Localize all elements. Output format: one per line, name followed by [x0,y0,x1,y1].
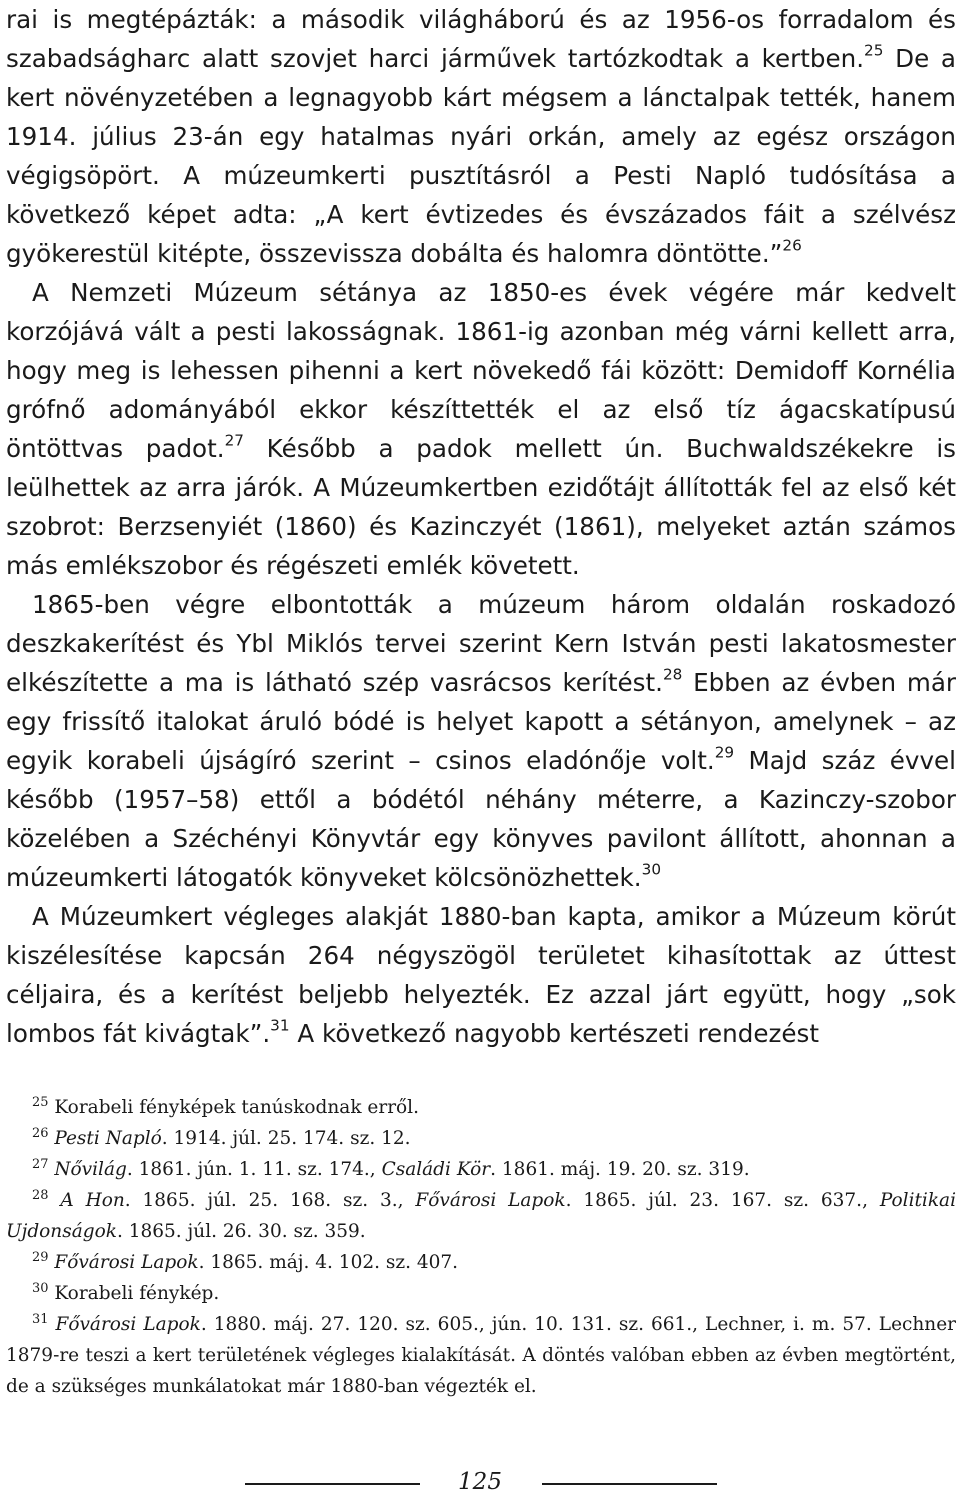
footnote-27 [6,1154,956,1185]
italic-title: Fővárosi Lapok [54,1252,199,1273]
footnotes [6,1092,956,1402]
text-run: A Múzeumkert végleges alakját 1880-ban kapta, amikor a Múzeum körút kiszélesítése kapcsán 264 négyszögöl területet kihasítottak az úttest céljaira, és a kerítést beljebb helyezték. Ez azzal járt együtt, hogy „sok lombos fát kivágtak”. [6,902,956,1048]
paragraph-3 [6,585,956,897]
paragraph-2 [6,273,956,585]
italic-title: A Hon [60,1190,125,1211]
text-run: Majd száz évvel később (1957–58) ettől a bódétól néhány méterre, a Kazinczy-szobor közelében a Széchényi Könyvtár egy könyves pavilont állított, ahonnan a múzeumkerti látogatók könyveket kölcsönözhettek. [6,746,956,892]
text-run: . 1865. máj. 4. 102. sz. 407. [198,1252,459,1273]
footnote-31 [6,1309,956,1402]
italic-title: Családi Kör [381,1159,491,1180]
footnote-30 [6,1278,956,1309]
footnote-28 [6,1185,956,1247]
footnote-ref: 27 [224,431,244,450]
footnote-ref: 30 [641,860,662,879]
text-run: . 1861. máj. 19. 20. sz. 319. [490,1159,750,1180]
paragraph-4 [6,897,956,1053]
text-run: Korabeli fénykép. [54,1283,220,1304]
text-run: Korabeli fényképek tanúskodnak erről. [54,1097,419,1118]
footnote-ref: 28 [662,665,683,684]
text-run: Később a padok mellett ún. Buchwaldszékekre is leülhettek az arra járók. A Múzeumkertben ezidőtájt állították fel az első két szobrot: Berzsenyiét (1860) és Kazinczyét (1861), melyeket aztán számos más emlékszobor és régészeti emlék követett. [6,434,956,580]
text-run: Ebben az évben már egy frissítő italokat áruló bódé is helyet kapott a sétányon, amelynek – az egyik korabeli újságíró szerint – csinos eladónője volt. [6,668,956,775]
footnote-number: 28 [32,1187,49,1203]
footnote-number: 29 [32,1249,49,1265]
text-run: De a kert növényzetében a legnagyobb kárt mégsem a lánctalpak tették, hanem 1914. július 23-án egy hatalmas nyári orkán, amely az egész országon végigsöpört. A múzeumkerti pusztításról a Pesti Napló tudósítása a következő képet adta: „A kert évtizedes és évszázados fáit a szélvész gyökerestül kitépte, összevissza dobálta és halomra döntötte.” [6,44,957,268]
footnote-26 [6,1123,956,1154]
main-text [6,0,956,1053]
footnote-number: 30 [32,1280,49,1296]
italic-title: Nővilág [54,1159,127,1180]
italic-title: Politikai Ujdonságok [6,1190,956,1242]
italic-title: Pesti Napló [54,1128,162,1149]
text-run: . 1865. júl. 26. 30. sz. 359. [116,1221,366,1242]
footnote-ref: 31 [270,1016,290,1035]
footnote-ref: 26 [782,236,802,255]
text-run: . 1880. máj. 27. 120. sz. 605., jún. 10. 131. sz. 661., Lechner, i. m. 57. Lechner 1879-re teszi a kert területének végleges kialakítását. A döntés valóban ebben az évben megtörtént, de a szükséges munkálatokat már 1880-ban végezték el. [6,1314,957,1397]
italic-title: Fővárosi Lapok [415,1190,566,1211]
footnote-number: 27 [32,1156,49,1172]
page-footer [0,1467,960,1497]
text-run: . 1914. júl. 25. 174. sz. 12. [161,1128,411,1149]
paragraph-1 [6,0,956,273]
text-run: A következő nagyobb kertészeti rendezést [289,1019,819,1048]
footnote-number: 25 [32,1094,49,1110]
italic-title: Fővárosi Lapok [55,1314,201,1335]
text-run: . 1861. jún. 1. 11. sz. 174., [126,1159,382,1180]
text-run: rai is megtépázták: a második világháború és az 1956-os forradalom és szabadságharc alatt szovjet harci járművek tartózkodtak a kertben. [6,5,956,73]
footnote-25 [6,1092,956,1123]
text-run: . 1865. júl. 23. 167. sz. 637., [565,1190,880,1211]
footer-rule-right [542,1483,717,1485]
text-run: . 1865. júl. 25. 168. sz. 3., [124,1190,416,1211]
text-run: 1865-ben végre elbontották a múzeum három oldalán roskadozó deszkakerítést és Ybl Miklós tervei szerint Kern István pesti lakatosmester elkészítette a ma is látható szép vasrácsos kerítést. [6,590,956,697]
footnote-29 [6,1247,956,1278]
footer-rule-left [245,1483,420,1485]
footnote-number: 26 [32,1125,49,1141]
footnote-ref: 29 [714,743,735,762]
footnote-ref: 25 [864,41,884,60]
page [6,0,956,1053]
text-run: A Nemzeti Múzeum sétánya az 1850-es évek végére már kedvelt korzójává vált a pesti lakosságnak. 1861-ig azonban még várni kellett arra, hogy meg is lehessen pihenni a kert növekedő fái között: Demidoff Kornélia grófnő adományából ekkor készíttették el az első tíz ágacskatípusú öntöttvas padot. [6,278,956,463]
page-number: 125 [458,1469,502,1495]
footnote-number: 31 [32,1311,49,1327]
